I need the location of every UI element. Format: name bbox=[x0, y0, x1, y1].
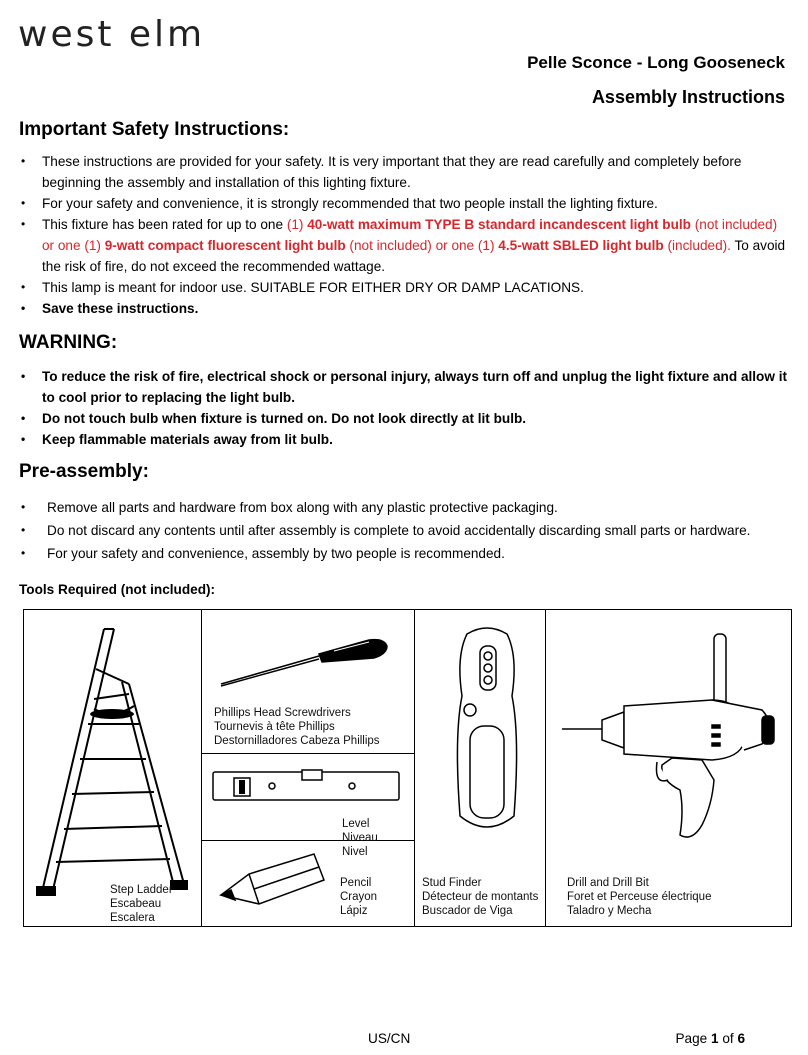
tools-divider bbox=[201, 840, 415, 841]
footer-region: US/CN bbox=[368, 1031, 411, 1046]
preassembly-heading: Pre-assembly: bbox=[19, 461, 149, 482]
level-icon bbox=[212, 770, 402, 804]
tools-figure bbox=[23, 609, 792, 927]
preassembly-list bbox=[19, 497, 792, 566]
stud-finder-caption: Stud Finder Détecteur de montants Buscador de Viga bbox=[422, 877, 539, 917]
stud-finder-icon bbox=[452, 626, 522, 836]
list-item: • Do not discard any contents until after assembly is complete to avoid accidentally discarding small parts or hardware. bbox=[19, 520, 792, 541]
list-item: • These instructions are provided for your safety. It is very important that they are read carefully and completely before beginning the assembly and installation of this lighting fixture. bbox=[19, 151, 792, 193]
product-title: Pelle Sconce - Long Gooseneck bbox=[527, 53, 785, 72]
pencil-icon bbox=[219, 850, 329, 910]
safety-list bbox=[19, 151, 792, 319]
drill-caption: Drill and Drill Bit Foret et Perceuse électrique Taladro y Mecha bbox=[567, 877, 712, 917]
ladder-caption: Step Ladder Escabeau Escalera bbox=[110, 884, 173, 924]
list-item: • Do not touch bulb when fixture is turned on. Do not look directly at lit bulb. bbox=[19, 408, 792, 429]
list-item: • Remove all parts and hardware from box along with any plastic protective packaging. bbox=[19, 497, 792, 518]
pencil-caption: Pencil Crayon Lápiz bbox=[340, 877, 378, 917]
list-item: • Keep flammable materials away from lit bulb. bbox=[19, 429, 792, 450]
drill-icon bbox=[562, 630, 787, 850]
step-ladder-icon bbox=[34, 624, 194, 899]
warning-list bbox=[19, 366, 792, 450]
level-caption: Level Niveau Nivel bbox=[342, 818, 378, 858]
list-item: • Save these instructions. bbox=[19, 298, 792, 319]
warning-heading: WARNING: bbox=[19, 332, 118, 353]
list-item: • For your safety and convenience, assembly by two people is recommended. bbox=[19, 543, 792, 564]
screwdriver-caption: Phillips Head Screwdrivers Tournevis à tête Phillips Destornilladores Cabeza Phillips bbox=[214, 707, 380, 747]
safety-heading: Important Safety Instructions: bbox=[19, 119, 290, 140]
document-title: Assembly Instructions bbox=[591, 87, 785, 107]
list-item: • For your safety and convenience, it is strongly recommended that two people install the lighting fixture. bbox=[19, 193, 792, 214]
page-number: Page 1 of 6 bbox=[675, 1031, 745, 1046]
brand-logo: west elm bbox=[18, 14, 206, 55]
list-item: • To reduce the risk of fire, electrical shock or personal injury, always turn off and unplug the light fixture and allow it to cool prior to replacing the light bulb. bbox=[19, 366, 792, 408]
tools-label: Tools Required (not included): bbox=[19, 582, 216, 597]
list-item: • This lamp is meant for indoor use. SUITABLE FOR EITHER DRY OR DAMP LACATIONS. bbox=[19, 277, 792, 298]
screwdriver-icon bbox=[219, 640, 399, 690]
list-item: • This fixture has been rated for up to one (1) 40-watt maximum TYPE B standard incandescent light bulb (not included) or one (1) 9-watt compact fluorescent light bulb (not included) or one (1) 4.5-watt SBLED light bulb (included). To avoid the risk of fire, do not exceed the recommended wattage. bbox=[19, 214, 792, 277]
